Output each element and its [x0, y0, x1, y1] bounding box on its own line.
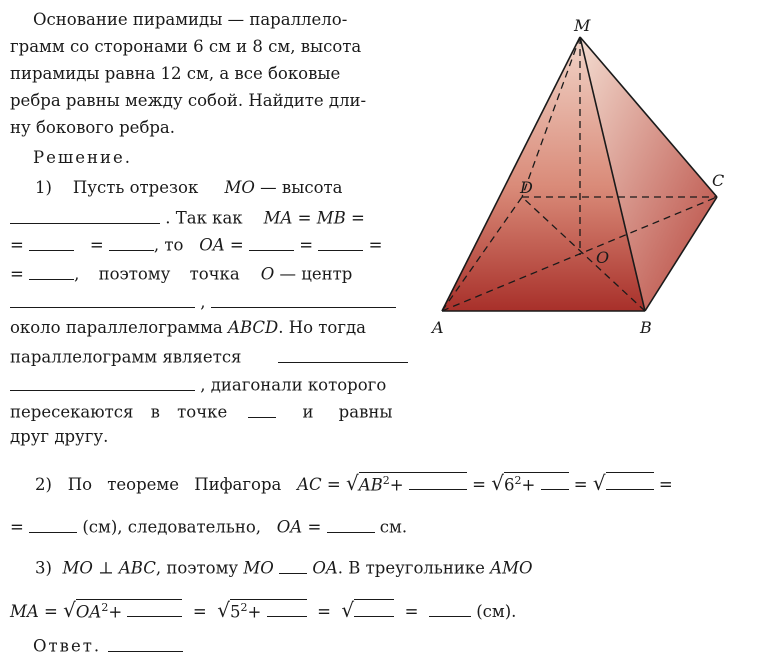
step2-line2: = (см), следовательно, OA = см. — [10, 515, 407, 537]
blank[interactable] — [318, 233, 363, 251]
blank[interactable] — [354, 600, 394, 618]
problem-line-2: грамм со сторонами 6 см и 8 см, высота — [10, 37, 362, 56]
blank[interactable] — [109, 233, 154, 251]
blank[interactable] — [211, 290, 396, 308]
blank[interactable] — [409, 473, 467, 491]
blank[interactable] — [429, 600, 471, 618]
blank[interactable] — [541, 473, 569, 491]
blank[interactable] — [278, 345, 408, 363]
blank[interactable] — [606, 473, 654, 491]
blank[interactable] — [327, 515, 375, 533]
blank[interactable] — [10, 373, 195, 391]
step3-line2: MA = $√OA^2+$ = $√5^2+$ = √ = (см). — [10, 598, 517, 622]
problem-line-5: ну бокового ребра. — [10, 118, 176, 137]
blank[interactable] — [279, 556, 307, 574]
blank[interactable] — [108, 634, 183, 652]
label-a: A — [432, 318, 444, 337]
step1-line6: около параллелограмма ABCD. Но тогда — [10, 318, 366, 337]
solution-heading: Решение. — [33, 148, 132, 167]
step1-line7: параллелограмм является — [10, 345, 408, 367]
blank[interactable] — [248, 400, 276, 418]
blank[interactable] — [29, 233, 74, 251]
problem-line-3: пирамиды равна 12 см, а все боковые — [10, 64, 341, 83]
label-m: M — [574, 16, 591, 35]
step1-line9: пересекаются в точке и равны — [10, 400, 393, 422]
blank[interactable] — [29, 262, 74, 280]
step1-line5: , — [10, 290, 396, 312]
step2-line1: 2) По теореме Пифагора AC = $√AB^2+ = √6^2+$ = √ = — [35, 471, 673, 495]
step1-line4: = , поэтому точка O — центр — [10, 262, 352, 284]
step3-line1: 3) MO ⊥ ABC, поэтому MO OA. В треугольнике AMO — [35, 556, 533, 578]
step1-line3: = = , то OA = = = — [10, 233, 382, 255]
blank[interactable] — [127, 600, 182, 618]
label-b: B — [640, 318, 652, 337]
step1-line8: , диагонали которого — [10, 373, 386, 395]
step1-line2: . Так как MA = MB = — [10, 206, 365, 228]
label-d: D — [520, 178, 533, 197]
pyramid-figure — [430, 15, 740, 345]
blank[interactable] — [10, 290, 195, 308]
blank[interactable] — [29, 515, 77, 533]
blank[interactable] — [249, 233, 294, 251]
blank[interactable] — [267, 600, 307, 618]
answer-line: Ответ. — [33, 634, 183, 656]
problem-line-1: Основание пирамиды — параллело- — [33, 10, 348, 29]
label-o: O — [596, 248, 610, 267]
problem-line-4: ребра равны между собой. Найдите дли- — [10, 91, 367, 110]
step1-line10: друг другу. — [10, 427, 109, 446]
step1-line1: 1) Пусть отрезок MO — высота — [35, 178, 343, 197]
blank[interactable] — [10, 206, 160, 224]
label-c: C — [712, 171, 725, 190]
